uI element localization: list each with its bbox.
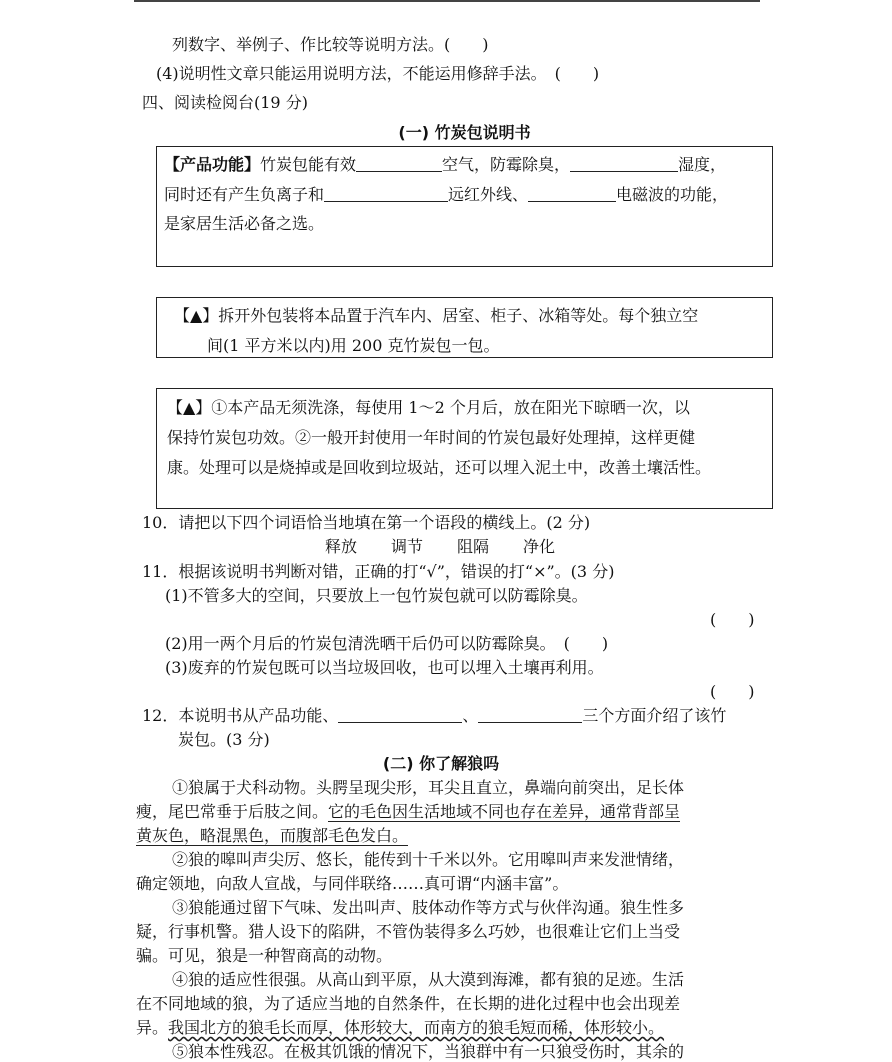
question-text: 、: [462, 706, 479, 725]
box-line: [164, 185, 728, 205]
box-line: 间(1 平方米以内)用 200 克竹炭包一包。: [207, 336, 500, 355]
paragraph-line: ⑤狼本性残忍。在极其饥饿的情况下，当狼群中有一只狼受伤时，其余的: [172, 1042, 685, 1061]
passage-title: (二) 你了解狼吗: [382, 754, 500, 773]
box-line: 【▲】拆开外包装将本品置于汽车内、居室、柜子、冰箱等处。每个独立空: [174, 306, 699, 325]
word: 释放: [325, 537, 358, 556]
paragraph-line: 在不同地域的狼，为了适应当地的自然条件，在长期的进化过程中也会出现差: [136, 994, 681, 1013]
box-text: 同时还有产生负离子和: [164, 185, 325, 204]
paragraph-line: [136, 802, 680, 822]
paragraph-line: ④狼的适应性很强。从高山到平原，从大漠到海滩，都有狼的足迹。生活: [172, 970, 685, 989]
paragraph-line: ③狼能通过留下气味、发出叫声、肢体动作等方式与伙伴沟通。狼生性多: [172, 898, 685, 917]
fill-blank[interactable]: [356, 155, 442, 172]
question-text: (4)说明性文章只能运用说明方法，不能运用修辞手法。 ( ): [156, 64, 600, 83]
paragraph-line: ①狼属于犬科动物。头腭呈现尖形，耳尖且直立，鼻端向前突出，足长体: [172, 778, 685, 797]
answer-paren[interactable]: ( ): [710, 682, 755, 701]
question-text: 炭包。(3 分): [178, 730, 270, 749]
box-text: 电磁波的功能，: [616, 185, 729, 204]
box-text: 空气，防霉除臭，: [442, 155, 571, 174]
paragraph-line: [136, 826, 408, 846]
paragraph-line: 骗。可见，狼是一种智商高的动物。: [136, 946, 393, 965]
paragraph-text: 瘦，尾巴常垂于后肢之间。: [136, 802, 329, 821]
box-line: 是家居生活必备之选。: [164, 214, 325, 233]
fill-blank[interactable]: [478, 706, 582, 723]
box-text: 远红外线、: [448, 185, 529, 204]
word-bank: [325, 537, 555, 557]
question-12: [142, 706, 726, 726]
paragraph-line: [136, 1018, 664, 1038]
box-line: [164, 155, 726, 175]
question-text: 12．本说明书从产品功能、: [142, 706, 339, 725]
fill-blank[interactable]: [324, 185, 448, 202]
question-11: 11．根据该说明书判断对错，正确的打“√”，错误的打“×”。(3 分): [142, 562, 615, 581]
paragraph-line: 疑，行事机警。猎人设下的陷阱，不管伪装得多么巧妙，也很难让它们上当受: [136, 922, 681, 941]
question-text: 列数字、举例子、作比较等说明方法。( ): [172, 35, 489, 54]
question-item: (3)废弃的竹炭包既可以当垃圾回收，也可以埋入土壤再利用。: [165, 658, 604, 677]
paragraph-line: 确定领地，向敌人宣战，与同伴联络……真可谓“内涵丰富”。: [136, 874, 569, 893]
question-text: 三个方面介绍了该竹: [582, 706, 727, 725]
underlined-sentence: 它的毛色因生活地域不同也存在差异，通常背部呈: [328, 802, 681, 821]
box-text: 湿度，: [678, 155, 727, 174]
box-text: 竹炭包能有效: [260, 155, 357, 174]
word: 阻隔: [457, 537, 490, 556]
box-line: 保持竹炭包功效。②一般开封使用一年时间的竹炭包最好处理掉，这样更健: [167, 428, 696, 447]
paragraph-text: 异。: [136, 1018, 169, 1037]
fill-blank[interactable]: [570, 155, 678, 172]
word: 调节: [391, 537, 424, 556]
box-line: 康。处理可以是烧掉或是回收到垃圾站，还可以埋入泥土中，改善土壤活性。: [167, 458, 712, 477]
underlined-sentence: 黄灰色，略混黑色，而腹部毛色发白。: [136, 826, 409, 845]
fill-blank[interactable]: [338, 706, 462, 723]
wavy-underlined-sentence: 我国北方的狼毛长而厚，体形较大，而南方的狼毛短而稀，体形较小。: [168, 1018, 665, 1037]
passage-title: (一) 竹炭包说明书: [398, 123, 531, 142]
word: 净化: [523, 537, 556, 556]
question-item: (1)不管多大的空间，只要放上一包竹炭包就可以防霉除臭。: [165, 586, 588, 605]
usage-box: [156, 297, 773, 358]
top-rule: [134, 0, 760, 2]
question-item: (2)用一两个月后的竹炭包清洗晒干后仍可以防霉除臭。 ( ): [165, 634, 609, 653]
box-line: 【▲】①本产品无须洗涤，每使用 1～2 个月后，放在阳光下晾晒一次，以: [167, 398, 690, 417]
section-title: 四、阅读检阅台(19 分): [142, 93, 308, 112]
question-10: 10．请把以下四个词语恰当地填在第一个语段的横线上。(2 分): [142, 513, 591, 532]
answer-paren[interactable]: ( ): [710, 610, 755, 629]
box-label: 【产品功能】: [164, 155, 261, 174]
paragraph-line: ②狼的嗥叫声尖厉、悠长，能传到十千米以外。它用嗥叫声来发泄情绪，: [172, 850, 685, 869]
notes-box: [156, 388, 773, 509]
product-function-box: [156, 146, 773, 267]
fill-blank[interactable]: [528, 185, 616, 202]
